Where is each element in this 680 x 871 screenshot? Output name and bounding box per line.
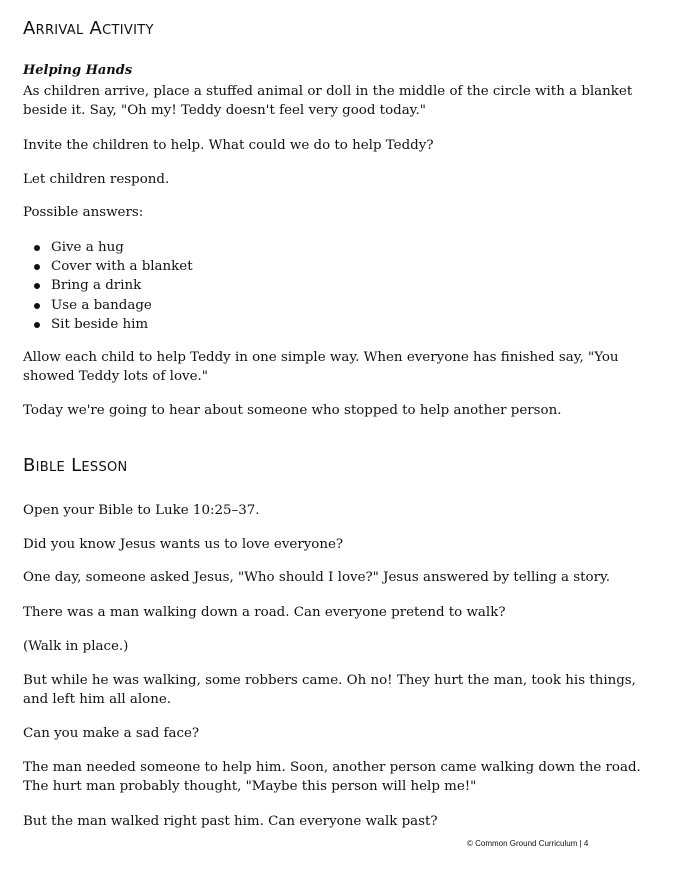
lesson-paragraph-2: Did you know Jesus wants us to love everyone?: [23, 537, 344, 552]
lesson-paragraph-1: Open your Bible to Luke 10:25–37.: [23, 503, 260, 518]
arrival-paragraph-1: As children arrive, place a stuffed animal or doll in the middle of the circle with a blanket beside it. Say, "Oh my! Teddy doesn't feel very good today.": [23, 84, 633, 118]
list-item: Bring a drink: [23, 276, 193, 295]
lesson-paragraph-7: Can you make a sad face?: [23, 726, 200, 741]
lesson-paragraph-5: (Walk in place.): [23, 639, 129, 654]
lesson-paragraph-8: The man needed someone to help him. Soon, another person came walking down the road. The hurt man probably thought, "Maybe this person will help me!": [23, 760, 641, 794]
arrival-paragraph-4: Possible answers:: [23, 205, 144, 220]
arrival-paragraph-6: Today we're going to hear about someone who stopped to help another person.: [23, 403, 562, 418]
list-item: Sit beside him: [23, 315, 193, 334]
page-footer: © Common Ground Curriculum | 4: [467, 839, 589, 848]
arrival-paragraph-3: Let children respond.: [23, 172, 170, 187]
helping-hands-subheading: Helping Hands: [23, 63, 133, 78]
arrival-paragraph-2: Invite the children to help. What could we do to help Teddy?: [23, 138, 434, 153]
arrival-paragraph-5: Allow each child to help Teddy in one simple way. When everyone has finished say, "You showed Teddy lots of love.": [23, 350, 619, 384]
possible-answers-list: [23, 238, 193, 334]
lesson-paragraph-9: But the man walked right past him. Can everyone walk past?: [23, 814, 438, 829]
lesson-paragraph-6: But while he was walking, some robbers came. Oh no! They hurt the man, took his things, and left him all alone.: [23, 673, 636, 707]
arrival-activity-heading: Arrival Activity: [23, 18, 154, 39]
lesson-paragraph-4: There was a man walking down a road. Can everyone pretend to walk?: [23, 605, 506, 620]
list-item: Give a hug: [23, 238, 193, 257]
bible-lesson-heading: Bible Lesson: [23, 455, 128, 476]
list-item: Use a bandage: [23, 296, 193, 315]
lesson-paragraph-3: One day, someone asked Jesus, "Who should I love?" Jesus answered by telling a story.: [23, 570, 611, 585]
list-item: Cover with a blanket: [23, 257, 193, 276]
